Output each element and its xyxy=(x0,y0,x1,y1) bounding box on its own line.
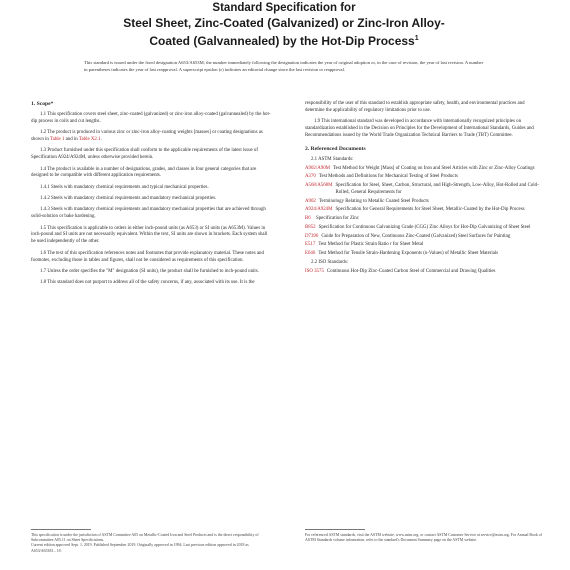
astm-reference-list xyxy=(305,166,545,258)
reference-item xyxy=(305,199,545,206)
reference-title: Continuous Hot-Dip Zinc-Coated Carbon Steel of Commercial and Drawing Qualities xyxy=(326,268,496,274)
reference-item xyxy=(305,251,545,258)
title-line-2: Steel Sheet, Zinc-Coated (Galvanized) or Zinc-Iron Alloy- xyxy=(123,16,445,30)
reference-code-link[interactable]: B852 xyxy=(305,224,316,230)
paragraph-1-4-3: 1.4.3 Steels with mandatory chemical requirements and mandatory mechanical properties that are achieved through solid-solution or bake hardening. xyxy=(31,207,266,220)
reference-title: Specification for Zinc xyxy=(316,216,359,222)
footnote-divider-right xyxy=(305,529,365,530)
footnote-3: For referenced ASTM standards, visit the ASTM website, www.astm.org, or contact ASTM Customer Service at service@astm.org. For Annual Book of ASTM Standards volume information, refer to the standard's Document Summary page on the ASTM website. xyxy=(305,533,543,543)
reference-item xyxy=(305,216,545,223)
reference-code-link[interactable]: A902/A90M xyxy=(305,165,330,171)
footnote-2: Current edition approved Sept. 1, 2019. Published September 2019. Originally approved in 1994. Last previous edition approved in 2018 as A653/A653M – 18. xyxy=(31,543,249,553)
reference-code-link[interactable]: A924/A924M xyxy=(305,207,333,213)
paragraph-1-3: 1.3 Product furnished under this specification shall conform to the applicable requirements of the latest issue of Specification A924/A924M, unless otherwise provided herein. xyxy=(31,148,258,161)
designation-notice: This standard is issued under the fixed designation A653/A653M; the number immediately following the designation indicates the year of original adoption or, in the case of revision, the year of last revision. A number in parentheses indicates the year of last reapproval. A superscript epsilon (ε) indicates an editorial change since the last revision or reapproval. xyxy=(84,60,484,72)
reference-code-link[interactable]: E517 xyxy=(305,242,316,248)
footnotes-right xyxy=(305,533,545,543)
footnote-1: This specification is under the jurisdiction of ASTM Committee A05 on Metallic-Coated Iron and Steel Products and is the direct responsibility of Subcommittee A05.11 on Sheet Specifications. xyxy=(31,533,259,543)
paragraph-1-1: 1.1 This specification covers steel sheet, zinc-coated (galvanized) or zinc-iron alloy-coated (galvannealed) by the hot-dip process in coils and cut lengths. xyxy=(31,111,271,124)
right-column xyxy=(305,101,545,277)
reference-code-link[interactable]: E646 xyxy=(305,250,316,256)
paragraph-1-7: 1.7 Unless the order specifies the "M" designation (SI units), the product shall be furnished to inch-pound units. xyxy=(40,268,259,274)
reference-code-link[interactable]: D7396 xyxy=(305,233,319,239)
paragraph-1-6: 1.6 The text of this specification references notes and footnotes that provide explanatory material. These notes and footnotes, excluding those in tables and figures, shall not be considered as requirements of this specification. xyxy=(31,250,264,263)
reference-title: Terminology Relating to Metallic Coated Steel Products xyxy=(318,198,429,204)
reference-code-link[interactable]: A568/A568M xyxy=(305,183,333,189)
reference-item xyxy=(305,183,545,197)
paragraph-1-5: 1.5 This specification is applicable to orders in either inch-pound units (as A653) or SI units (as A653M). Values in inch-pound and SI units are not necessarily equivalent. Within the text, SI units are shown in brackets. Each system shall be used independently of the other. xyxy=(31,225,268,245)
reference-title: Test Method for Plastic Strain Ratio r for Sheet Metal xyxy=(318,242,424,248)
footnotes-left xyxy=(31,533,271,554)
section-2-heading: 2. Referenced Documents xyxy=(305,145,366,152)
paragraph-1-9: 1.9 This international standard was developed in accordance with internationally recognized principles on standardization established in the Decision on Principles for the Development of International Standards, Guides and Recommendations issued by the World Trade Organization Technical Barriers to Trade (TBT) Committee. xyxy=(305,119,534,139)
reference-item xyxy=(305,234,545,241)
title-footnote-mark: 1 xyxy=(414,35,419,42)
reference-code-link[interactable]: A902 xyxy=(305,198,316,204)
reference-title: Test Methods and Definitions for Mechanical Testing of Steel Products xyxy=(318,174,458,180)
paragraph-1-4-1: 1.4.1 Steels with mandatory chemical requirements and typical mechanical properties. xyxy=(40,184,209,190)
paragraph-1-4: 1.4 The product is available in a number of designations, grades, and classes in four general categories that are designed to be compatible with different application requirements. xyxy=(31,166,257,179)
reference-item xyxy=(305,166,545,173)
reference-code-link[interactable]: ISO 3575 xyxy=(305,268,324,274)
reference-item xyxy=(305,242,545,249)
table-1-link[interactable]: Table 1 xyxy=(49,137,65,143)
reference-title: Specification for Steel, Sheet, Carbon, Structural, and High-Strength, Low-Alloy, Hot-Rolled and Cold-Rolled, General Requirements for xyxy=(335,183,539,196)
paragraph-1-4-2: 1.4.2 Steels with mandatory chemical requirements and mandatory mechanical properties. xyxy=(40,196,217,202)
paragraph-1-8-cont: responsibility of the user of this standard to establish appropriate safety, health, and environmental practices and determine the applicability of regulatory limitations prior to use. xyxy=(305,101,525,113)
reference-code-link[interactable]: B6 xyxy=(305,216,311,222)
table-x2-1-link[interactable]: Table X2.1 xyxy=(78,137,101,143)
left-column xyxy=(31,101,271,291)
reference-item xyxy=(305,225,545,232)
reference-title: Specification for General Requirements for Steel Sheet, Metallic-Coated by the Hot-Dip Process xyxy=(335,207,525,213)
paragraph-1-8: 1.8 This standard does not purport to address all of the safety concerns, if any, associated with its use. It is the xyxy=(40,280,255,286)
reference-code-link[interactable]: A370 xyxy=(305,174,316,180)
reference-item xyxy=(305,207,545,214)
reference-item xyxy=(305,269,545,276)
reference-item xyxy=(305,174,545,181)
reference-title: Test Method for Weight [Mass] of Coating on Iron and Steel Articles with Zinc or Zinc-Alloy Coatings xyxy=(333,165,535,171)
reference-title: Guide for Preparation of New, Continuous Zinc-Coated (Galvanized) Steel Surfaces for Painting xyxy=(321,233,511,239)
title-line-3: Coated (Galvannealed) by the Hot-Dip Process$^1$ xyxy=(149,34,419,48)
astm-standards-heading: 2.1 ASTM Standards: xyxy=(311,156,354,162)
section-1-heading: 1. Scope* xyxy=(31,101,54,107)
iso-standards-heading: 2.2 ISO Standards: xyxy=(311,259,349,265)
paragraph-1-2: 1.2 The product is produced in various zinc or zinc-iron alloy-coating weights [masses] or coating designations as shown in Table 1 and in Table X2.1. xyxy=(31,130,263,143)
reference-title: Test Method for Tensile Strain-Hardening Exponents (n-Values) of Metallic Sheet Materials xyxy=(318,250,499,256)
iso-reference-list xyxy=(305,269,545,276)
reference-title: Specification for Continuous Galvanizing Grade (CGG) Zinc Alloys for Hot-Dip Galvanizing of Sheet Steel xyxy=(318,224,531,230)
title-line-1: Standard Specification for xyxy=(212,2,356,14)
footnote-divider-left xyxy=(31,529,91,530)
document-title xyxy=(84,1,484,49)
